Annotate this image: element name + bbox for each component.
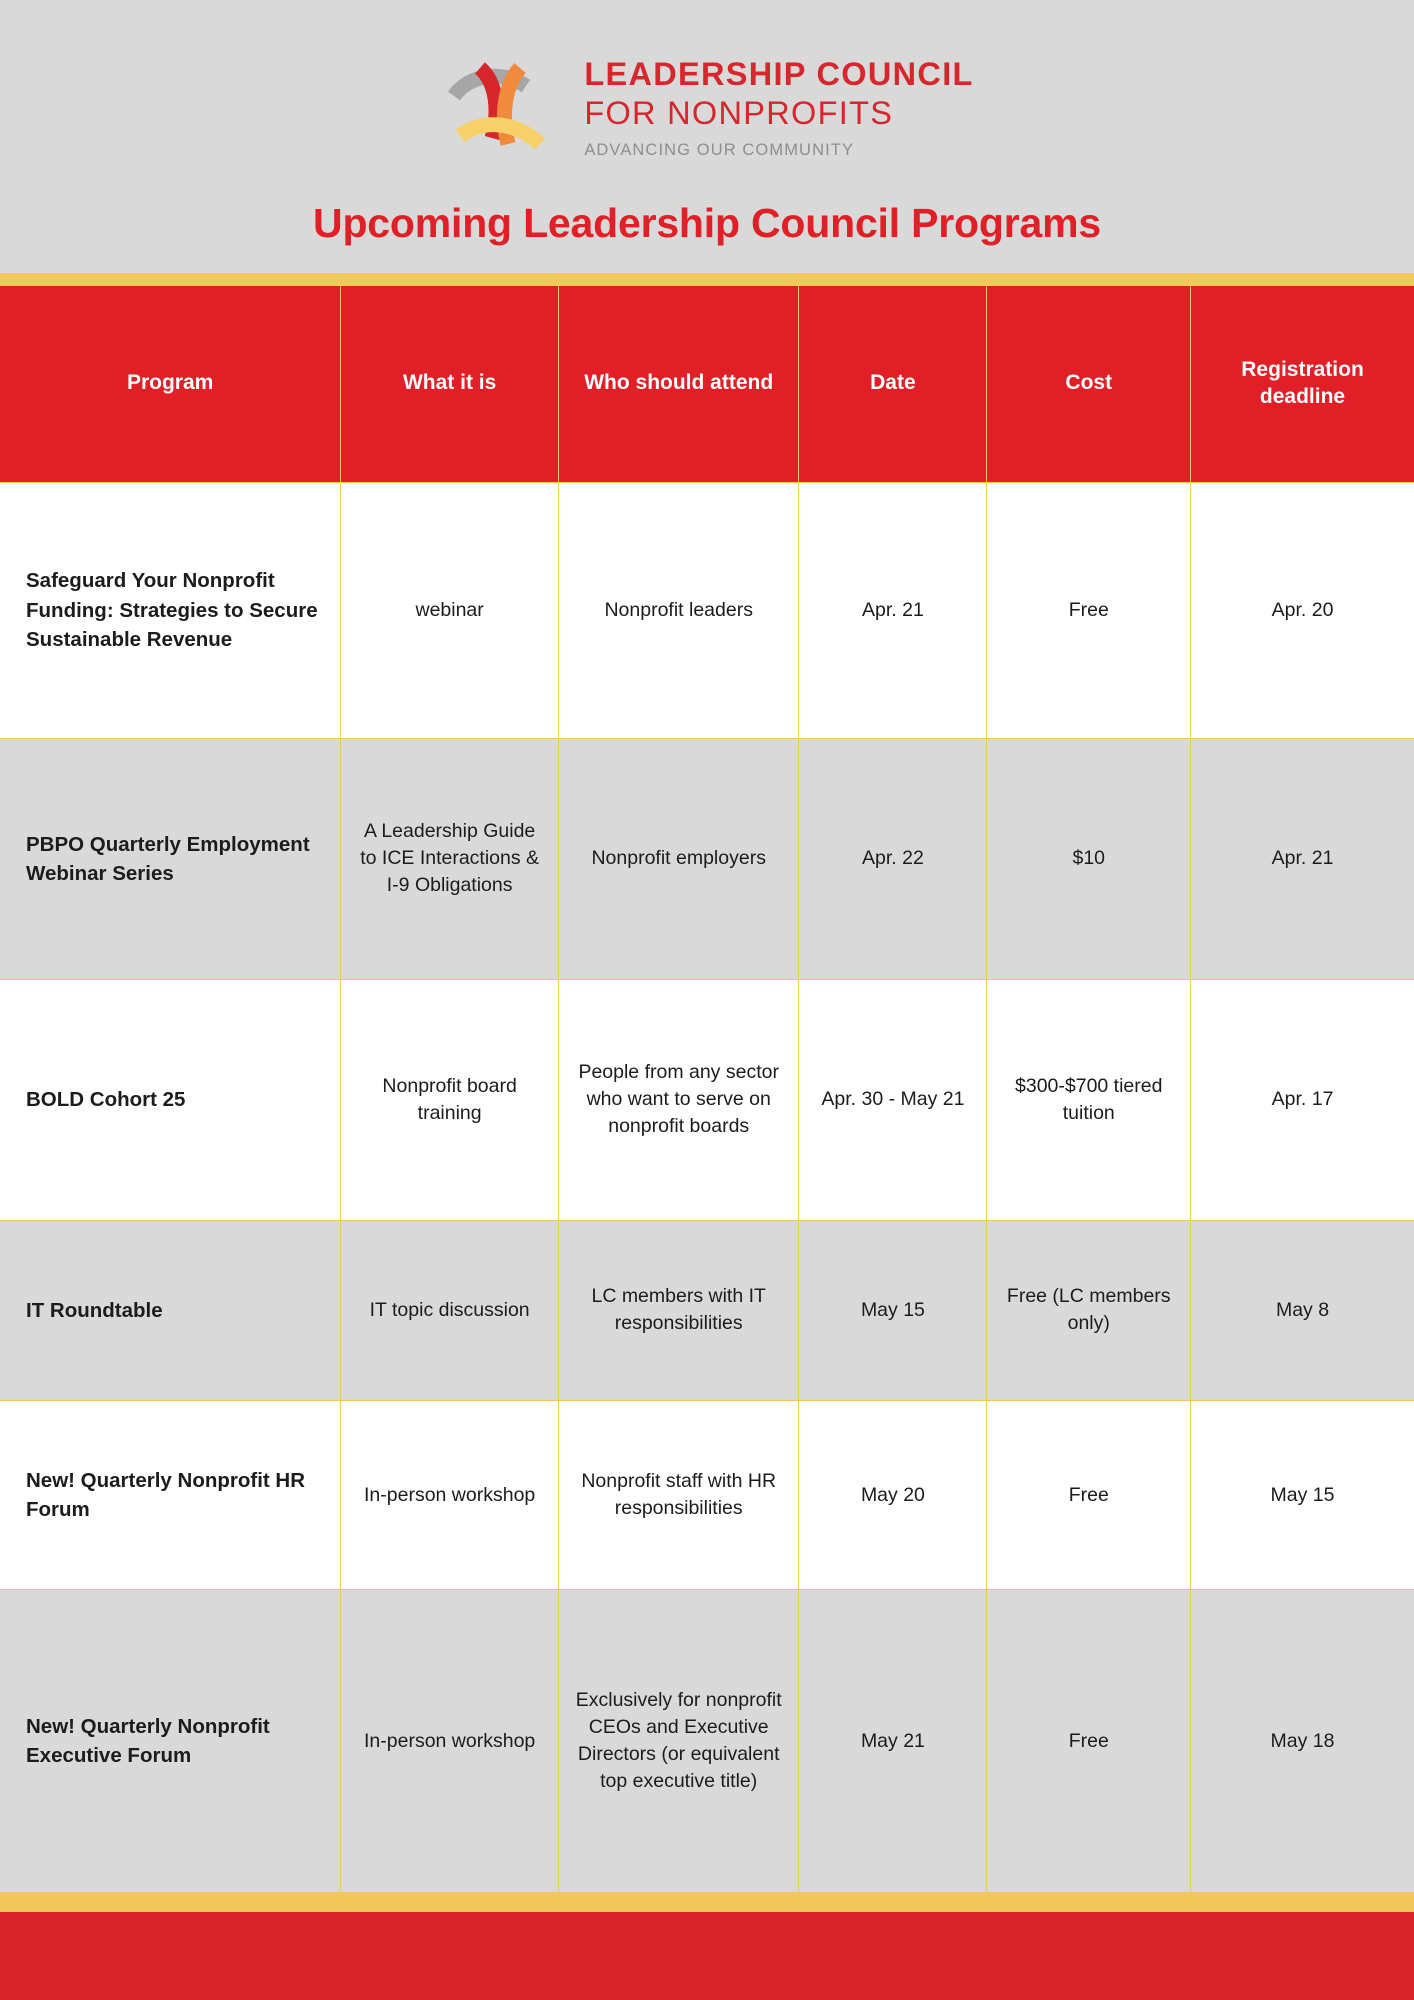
table-row [0,1400,1414,1590]
brand-tagline: ADVANCING OUR COMMUNITY [584,140,855,159]
brand-name-line-1: LEADERSHIP COUNCIL [584,55,974,92]
column-header-program: Program [0,286,341,482]
table-header-row [0,286,1414,482]
cell-who-should-attend: People from any sector who want to serve on nonprofit boards [559,979,799,1220]
column-header-cost: Cost [987,286,1191,482]
footer-red-band [0,1912,1414,2000]
cell-date: Apr. 30 - May 21 [799,979,987,1220]
cell-cost: Free [987,1590,1191,1893]
cell-registration-deadline: Apr. 21 [1191,738,1414,979]
cell-date: Apr. 22 [799,738,987,979]
table-row [0,1590,1414,1893]
table-top-gold-rule [0,273,1414,286]
cell-program: BOLD Cohort 25 [0,979,341,1220]
cell-who-should-attend: Exclusively for nonprofit CEOs and Executive Directors (or equivalent top executive title) [559,1590,799,1893]
cell-program: IT Roundtable [0,1220,341,1400]
cell-cost: $300-$700 tiered tuition [987,979,1191,1220]
cell-registration-deadline: Apr. 17 [1191,979,1414,1220]
cell-registration-deadline: May 15 [1191,1400,1414,1590]
cell-cost: Free [987,482,1191,738]
cell-date: May 21 [799,1590,987,1893]
programs-table-section [0,273,1414,1893]
cell-date: May 15 [799,1220,987,1400]
cell-date: May 20 [799,1400,987,1590]
table-body [0,482,1414,1893]
table-row [0,1220,1414,1400]
cell-registration-deadline: May 18 [1191,1590,1414,1893]
cell-registration-deadline: May 8 [1191,1220,1414,1400]
table-row [0,482,1414,738]
page-header [0,0,1414,273]
cell-who-should-attend: Nonprofit employers [559,738,799,979]
leadership-council-pinwheel-logo-icon [440,52,562,164]
cell-who-should-attend: Nonprofit staff with HR responsibilities [559,1400,799,1590]
page-title: Upcoming Leadership Council Programs [313,200,1101,246]
cell-program: Safeguard Your Nonprofit Funding: Strategies to Secure Sustainable Revenue [0,482,341,738]
column-header-who-should-attend: Who should attend [559,286,799,482]
cell-cost: Free [987,1400,1191,1590]
cell-who-should-attend: Nonprofit leaders [559,482,799,738]
cell-what-it-is: In-person workshop [341,1400,559,1590]
table-row [0,979,1414,1220]
cell-cost: Free (LC members only) [987,1220,1191,1400]
cell-program: PBPO Quarterly Employment Webinar Series [0,738,341,979]
table-row [0,738,1414,979]
footer-gold-rule [0,1893,1414,1912]
brand-lockup [0,52,1414,164]
cell-date: Apr. 21 [799,482,987,738]
cell-program: New! Quarterly Nonprofit Executive Forum [0,1590,341,1893]
column-header-registration-deadline: Registration deadline [1191,286,1414,482]
column-header-what-it-is: What it is [341,286,559,482]
table-header-row-group [0,286,1414,482]
brand-name-line-2: FOR NONPROFITS [584,95,894,132]
cell-what-it-is: A Leadership Guide to ICE Interactions & I-9 Obligations [341,738,559,979]
cell-what-it-is: Nonprofit board training [341,979,559,1220]
cell-what-it-is: webinar [341,482,559,738]
cell-what-it-is: IT topic discussion [341,1220,559,1400]
cell-who-should-attend: LC members with IT responsibilities [559,1220,799,1400]
brand-wordmark [584,55,974,159]
column-header-date: Date [799,286,987,482]
cell-program: New! Quarterly Nonprofit HR Forum [0,1400,341,1590]
programs-table [0,286,1414,1893]
cell-registration-deadline: Apr. 20 [1191,482,1414,738]
cell-what-it-is: In-person workshop [341,1590,559,1893]
cell-cost: $10 [987,738,1191,979]
